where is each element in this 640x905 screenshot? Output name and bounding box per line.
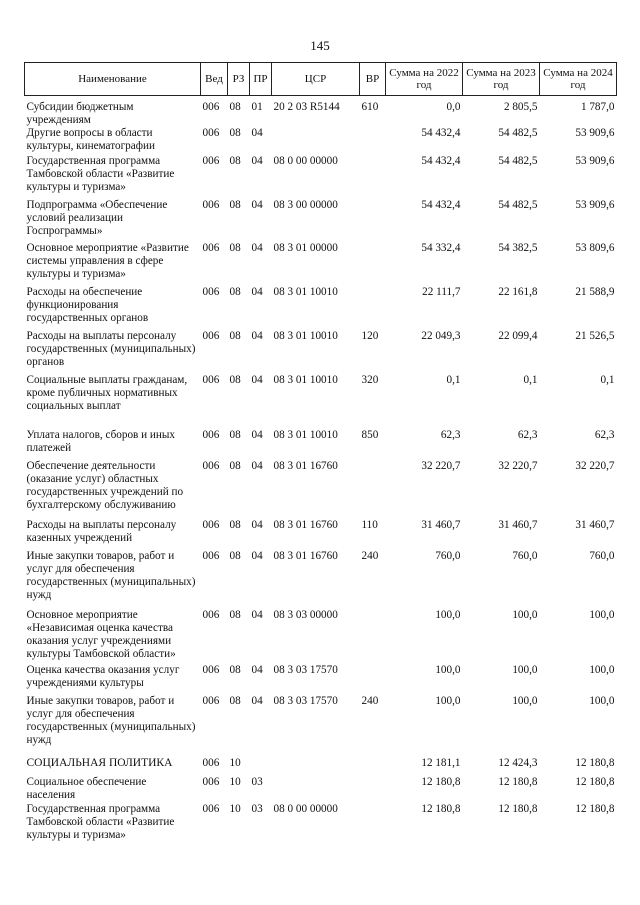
table-row: [25, 695, 617, 757]
row-sum-2024: 53 909,6: [575, 127, 615, 139]
row-ved: 006: [202, 199, 220, 211]
row-pr: 04: [251, 550, 263, 562]
row-vr: [360, 199, 386, 242]
row-csr: 08 3 01 10010: [273, 429, 338, 441]
row-pr: 04: [251, 242, 263, 254]
row-rz: 08: [229, 460, 241, 472]
row-csr: [272, 127, 360, 155]
row-ved: 006: [202, 127, 220, 139]
row-ved: 006: [202, 609, 220, 621]
table-row: [25, 199, 617, 242]
row-sum-2023: 760,0: [512, 550, 538, 562]
row-sum-2023: 32 220,7: [498, 460, 538, 472]
table-row: [25, 96, 617, 128]
row-name: Обеспечение деятельности (оказание услуг) областных государственных учреждений по бухгалтерскому обслуживанию: [26, 460, 184, 511]
row-csr: 08 3 01 00000: [273, 242, 338, 254]
row-csr: 08 3 01 16760: [273, 460, 338, 472]
row-vr: 110: [361, 519, 378, 531]
row-sum-2024: 12 180,8: [575, 776, 615, 788]
row-sum-2022: 100,0: [435, 664, 461, 676]
row-sum-2024: 100,0: [589, 609, 615, 621]
row-ved: 006: [202, 101, 220, 113]
row-sum-2022: 22 111,7: [422, 286, 461, 298]
row-ved: 006: [202, 519, 220, 531]
row-sum-2023: 54 382,5: [498, 242, 538, 254]
row-sum-2024: 100,0: [589, 664, 615, 676]
row-name: Оценка качества оказания услуг учреждениями культуры: [26, 664, 180, 689]
row-csr: 08 3 03 00000: [273, 609, 338, 621]
row-pr: 04: [251, 460, 263, 472]
row-vr: [360, 664, 386, 695]
row-rz: 10: [229, 776, 241, 788]
row-name: СОЦИАЛЬНАЯ ПОЛИТИКА: [26, 757, 173, 769]
row-sum-2022: 54 432,4: [421, 155, 461, 167]
row-ved: 006: [202, 664, 220, 676]
budget-table: [24, 62, 617, 842]
row-vr: [360, 757, 386, 776]
row-rz: 08: [229, 374, 241, 386]
table-row: [25, 330, 617, 374]
row-rz: 08: [229, 664, 241, 676]
row-sum-2024: 32 220,7: [575, 460, 615, 472]
row-sum-2023: 54 482,5: [498, 127, 538, 139]
row-sum-2023: 12 424,3: [498, 757, 538, 769]
row-pr: 04: [251, 695, 263, 707]
row-name: Расходы на обеспечение функционирования государственных органов: [26, 286, 149, 324]
row-name: Иные закупки товаров, работ и услуг для обеспечения государственных (муниципальных) нужд: [26, 550, 196, 601]
row-sum-2024: 100,0: [589, 695, 615, 707]
table-row: [25, 803, 617, 842]
row-pr: 04: [251, 127, 263, 139]
row-sum-2024: 53 909,6: [575, 199, 615, 211]
table-row: [25, 242, 617, 286]
row-name: Государственная программа Тамбовской области «Развитие культуры и туризма»: [26, 155, 175, 193]
row-csr: 08 3 00 00000: [273, 199, 338, 211]
row-sum-2023: 100,0: [512, 695, 538, 707]
row-rz: 10: [229, 803, 241, 815]
row-csr: 08 3 01 10010: [273, 374, 338, 386]
row-ved: 006: [202, 242, 220, 254]
row-csr: 08 0 00 00000: [273, 803, 338, 815]
row-csr: 08 0 00 00000: [273, 155, 338, 167]
row-sum-2024: 1 787,0: [580, 101, 615, 113]
row-sum-2022: 100,0: [435, 609, 461, 621]
row-vr: [360, 155, 386, 199]
row-rz: 08: [229, 242, 241, 254]
row-csr: [272, 757, 360, 776]
header-sum-2022: Сумма на 2022 год: [386, 63, 463, 96]
row-sum-2022: 54 432,4: [421, 127, 461, 139]
table-row: [25, 429, 617, 460]
row-ved: 006: [202, 550, 220, 562]
row-ved: 006: [202, 286, 220, 298]
table-row: [25, 609, 617, 664]
row-rz: 08: [229, 609, 241, 621]
row-pr: 04: [251, 330, 263, 342]
row-sum-2023: 54 482,5: [498, 155, 538, 167]
table-row: [25, 127, 617, 155]
row-sum-2024: 21 588,9: [575, 286, 615, 298]
row-sum-2023: 31 460,7: [498, 519, 538, 531]
row-ved: 006: [202, 460, 220, 472]
table-body: [25, 96, 617, 843]
table-row: [25, 550, 617, 609]
row-sum-2024: 21 526,5: [575, 330, 615, 342]
row-sum-2023: 62,3: [517, 429, 538, 441]
header-csr: ЦСР: [272, 63, 360, 96]
row-pr: 03: [251, 776, 263, 788]
row-sum-2023: 22 099,4: [498, 330, 538, 342]
row-sum-2023: 12 180,8: [498, 803, 538, 815]
row-sum-2024: 12 180,8: [575, 757, 615, 769]
table-row: [25, 776, 617, 803]
row-sum-2022: 32 220,7: [421, 460, 461, 472]
table-row: [25, 519, 617, 550]
row-rz: 08: [229, 429, 241, 441]
row-vr: 240: [361, 695, 379, 707]
row-sum-2024: 62,3: [594, 429, 615, 441]
row-sum-2024: 31 460,7: [575, 519, 615, 531]
row-sum-2022: 12 181,1: [421, 757, 461, 769]
row-sum-2023: 2 805,5: [503, 101, 538, 113]
row-pr: 04: [251, 664, 263, 676]
row-name: Иные закупки товаров, работ и услуг для обеспечения государственных (муниципальных) нужд: [26, 695, 196, 746]
row-sum-2022: 0,0: [446, 101, 461, 113]
row-name: Государственная программа Тамбовской области «Развитие культуры и туризма»: [26, 803, 175, 841]
row-rz: 08: [229, 519, 241, 531]
table-row: [25, 460, 617, 519]
row-name: Подпрограмма «Обеспечение условий реализации Госпрограммы»: [26, 199, 168, 237]
row-name: Субсидии бюджетным учреждениям: [26, 101, 134, 126]
row-name: Социальное обеспечение населения: [26, 776, 147, 801]
row-vr: 850: [361, 429, 379, 441]
row-sum-2022: 12 180,8: [421, 803, 461, 815]
table-row: [25, 664, 617, 695]
row-csr: 20 2 03 R5144: [273, 101, 340, 113]
row-pr: 03: [251, 803, 263, 815]
row-pr: 04: [251, 429, 263, 441]
row-vr: 320: [361, 374, 379, 386]
row-vr: 120: [361, 330, 379, 342]
row-pr: [250, 757, 272, 776]
row-csr: 08 3 03 17570: [273, 664, 338, 676]
row-name: Основное мероприятие «Развитие системы управления в сфере культуры и туризма»: [26, 242, 189, 280]
row-vr: [360, 609, 386, 664]
header-pr: ПР: [250, 63, 272, 96]
row-sum-2024: 53 809,6: [575, 242, 615, 254]
row-name: Расходы на выплаты персоналу государственных (муниципальных) органов: [26, 330, 196, 368]
row-vr: [360, 803, 386, 842]
row-vr: [360, 776, 386, 803]
header-vr: ВР: [360, 63, 386, 96]
table-header: [25, 63, 617, 96]
header-name: Наименование: [25, 63, 201, 96]
row-sum-2022: 100,0: [435, 695, 461, 707]
row-csr: 08 3 01 10010: [273, 286, 338, 298]
row-pr: 04: [251, 519, 263, 531]
row-sum-2022: 54 432,4: [421, 199, 461, 211]
row-rz: 08: [229, 127, 241, 139]
row-rz: 10: [229, 757, 241, 769]
row-csr: 08 3 03 17570: [273, 695, 338, 707]
table-row: [25, 286, 617, 330]
row-rz: 08: [229, 550, 241, 562]
row-sum-2022: 0,1: [446, 374, 461, 386]
row-pr: 01: [251, 101, 263, 113]
row-name: Основное мероприятие «Независимая оценка качества оказания услуг учреждениями культуры Тамбовской области»: [26, 609, 176, 660]
row-sum-2022: 760,0: [435, 550, 461, 562]
row-ved: 006: [202, 155, 220, 167]
row-sum-2023: 54 482,5: [498, 199, 538, 211]
row-sum-2023: 100,0: [512, 609, 538, 621]
row-pr: 04: [251, 609, 263, 621]
row-sum-2023: 12 180,8: [498, 776, 538, 788]
row-sum-2022: 22 049,3: [421, 330, 461, 342]
row-sum-2023: 0,1: [523, 374, 538, 386]
row-vr: [360, 460, 386, 519]
row-sum-2023: 100,0: [512, 664, 538, 676]
row-name: Социальные выплаты гражданам, кроме публичных нормативных социальных выплат: [26, 374, 188, 412]
row-vr: [360, 127, 386, 155]
row-csr: 08 3 01 10010: [273, 330, 338, 342]
row-rz: 08: [229, 155, 241, 167]
row-vr: [360, 242, 386, 286]
row-pr: 04: [251, 374, 263, 386]
row-ved: 006: [202, 695, 220, 707]
row-name: Уплата налогов, сборов и иных платежей: [26, 429, 176, 454]
row-ved: 006: [202, 757, 220, 769]
row-ved: 006: [202, 374, 220, 386]
row-csr: 08 3 01 16760: [273, 519, 338, 531]
row-rz: 08: [229, 695, 241, 707]
row-vr: [360, 286, 386, 330]
row-ved: 006: [202, 776, 220, 788]
row-name: Другие вопросы в области культуры, кинематографии: [26, 127, 155, 152]
table-row: [25, 374, 617, 429]
row-sum-2024: 0,1: [600, 374, 615, 386]
table-row: [25, 757, 617, 776]
row-ved: 006: [202, 330, 220, 342]
row-sum-2022: 62,3: [440, 429, 461, 441]
row-vr: 240: [361, 550, 379, 562]
header-rz: РЗ: [228, 63, 250, 96]
row-name: Расходы на выплаты персоналу казенных учреждений: [26, 519, 177, 544]
row-pr: 04: [251, 155, 263, 167]
row-sum-2022: 54 332,4: [421, 242, 461, 254]
row-rz: 08: [229, 101, 241, 113]
row-pr: 04: [251, 286, 263, 298]
row-sum-2023: 22 161,8: [498, 286, 538, 298]
header-sum-2024: Сумма на 2024 год: [540, 63, 617, 96]
row-rz: 08: [229, 199, 241, 211]
page-number: 145: [310, 38, 330, 53]
table-row: [25, 155, 617, 199]
row-rz: 08: [229, 286, 241, 298]
row-sum-2024: 53 909,6: [575, 155, 615, 167]
row-ved: 006: [202, 429, 220, 441]
row-rz: 08: [229, 330, 241, 342]
header-sum-2023: Сумма на 2023 год: [463, 63, 540, 96]
row-sum-2022: 12 180,8: [421, 776, 461, 788]
row-csr: [272, 776, 360, 803]
row-csr: 08 3 01 16760: [273, 550, 338, 562]
row-sum-2022: 31 460,7: [421, 519, 461, 531]
row-sum-2024: 12 180,8: [575, 803, 615, 815]
row-vr: 610: [361, 101, 379, 113]
row-pr: 04: [251, 199, 263, 211]
row-ved: 006: [202, 803, 220, 815]
header-ved: Вед: [201, 63, 228, 96]
row-sum-2024: 760,0: [589, 550, 615, 562]
